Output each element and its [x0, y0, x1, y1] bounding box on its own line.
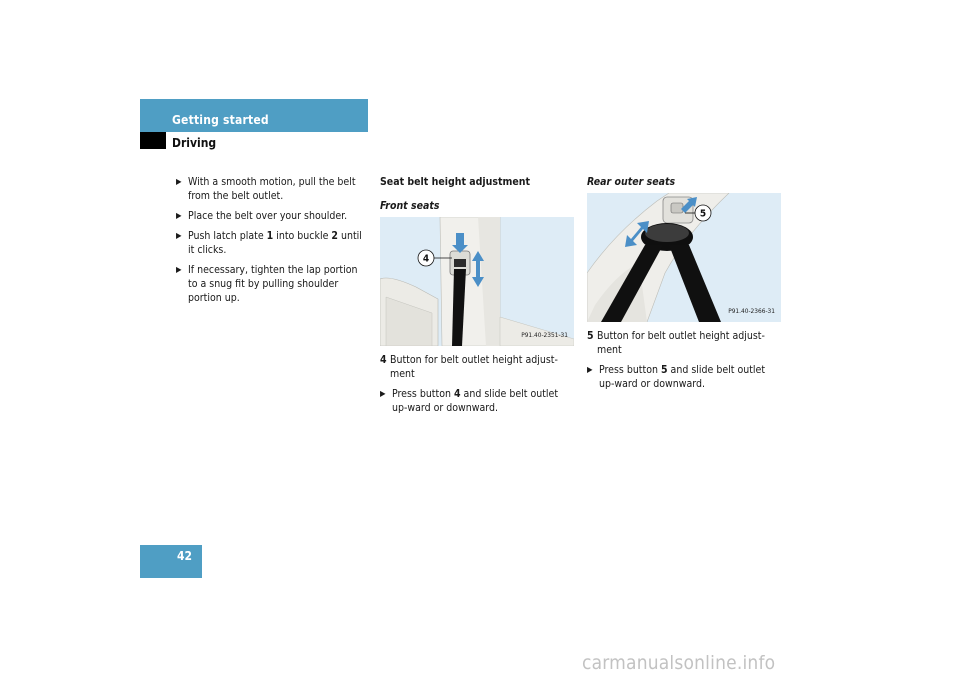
legend-item: [587, 329, 783, 357]
svg-text:5: 5: [699, 208, 707, 220]
instruction-step: [176, 209, 366, 223]
instruction-step: [176, 175, 366, 203]
instruction-step: [380, 387, 576, 415]
heading-front-seats: Front seats: [380, 200, 440, 212]
instruction-step: [176, 263, 366, 305]
arrow-bullet-icon: ▶: [380, 389, 386, 398]
arrow-bullet-icon: ▶: [176, 177, 182, 186]
arrow-bullet-icon: ▶: [176, 231, 182, 240]
instruction-text: If necessary, tighten the lap portion to a snug fit by pulling shoulder portion up.: [188, 264, 358, 304]
instruction-text: Press button 4 and slide belt outlet up-ward or downward.: [392, 388, 559, 414]
right-column: [587, 175, 783, 397]
arrow-bullet-icon: ▶: [587, 365, 593, 374]
instruction-text: Place the belt over your shoulder.: [188, 210, 348, 222]
front-seat-belt-figure: [380, 217, 574, 346]
legend-number: 4: [380, 354, 387, 366]
rear-seat-belt-figure: [587, 193, 781, 322]
instruction-text: With a smooth motion, pull the belt from the belt outlet.: [188, 176, 356, 202]
section-title: Getting started: [172, 113, 269, 127]
heading-rear-outer-seats: Rear outer seats: [587, 176, 676, 188]
legend-text: Button for belt outlet height adjust-ment: [390, 354, 558, 380]
heading-seat-belt-height: Seat belt height adjustment: [380, 176, 530, 188]
instruction-step: [587, 363, 783, 391]
middle-column: [380, 175, 576, 421]
legend-item: [380, 353, 576, 381]
legend-number: 5: [587, 330, 594, 342]
page-number: 42: [176, 549, 192, 563]
left-column: [176, 175, 366, 311]
instruction-text: Push latch plate 1 into buckle 2 until it clicks.: [188, 230, 362, 256]
legend-text: Button for belt outlet height adjust-ment: [597, 330, 765, 356]
rear-seat-belt-illustration: [587, 193, 781, 322]
instruction-text: Press button 5 and slide belt outlet up-ward or downward.: [599, 364, 766, 390]
figure-code: P91.40-2366-31: [728, 307, 775, 315]
section-subtitle: Driving: [172, 136, 217, 150]
watermark: carmanualsonline.info: [582, 652, 776, 674]
front-seat-belt-illustration: [380, 217, 574, 346]
arrow-bullet-icon: ▶: [176, 265, 182, 274]
instruction-step: [176, 229, 366, 257]
figure-code: P91.40-2351-31: [521, 331, 568, 339]
arrow-bullet-icon: ▶: [176, 211, 182, 220]
header-tab: [140, 132, 166, 149]
svg-text:4: 4: [422, 253, 430, 265]
